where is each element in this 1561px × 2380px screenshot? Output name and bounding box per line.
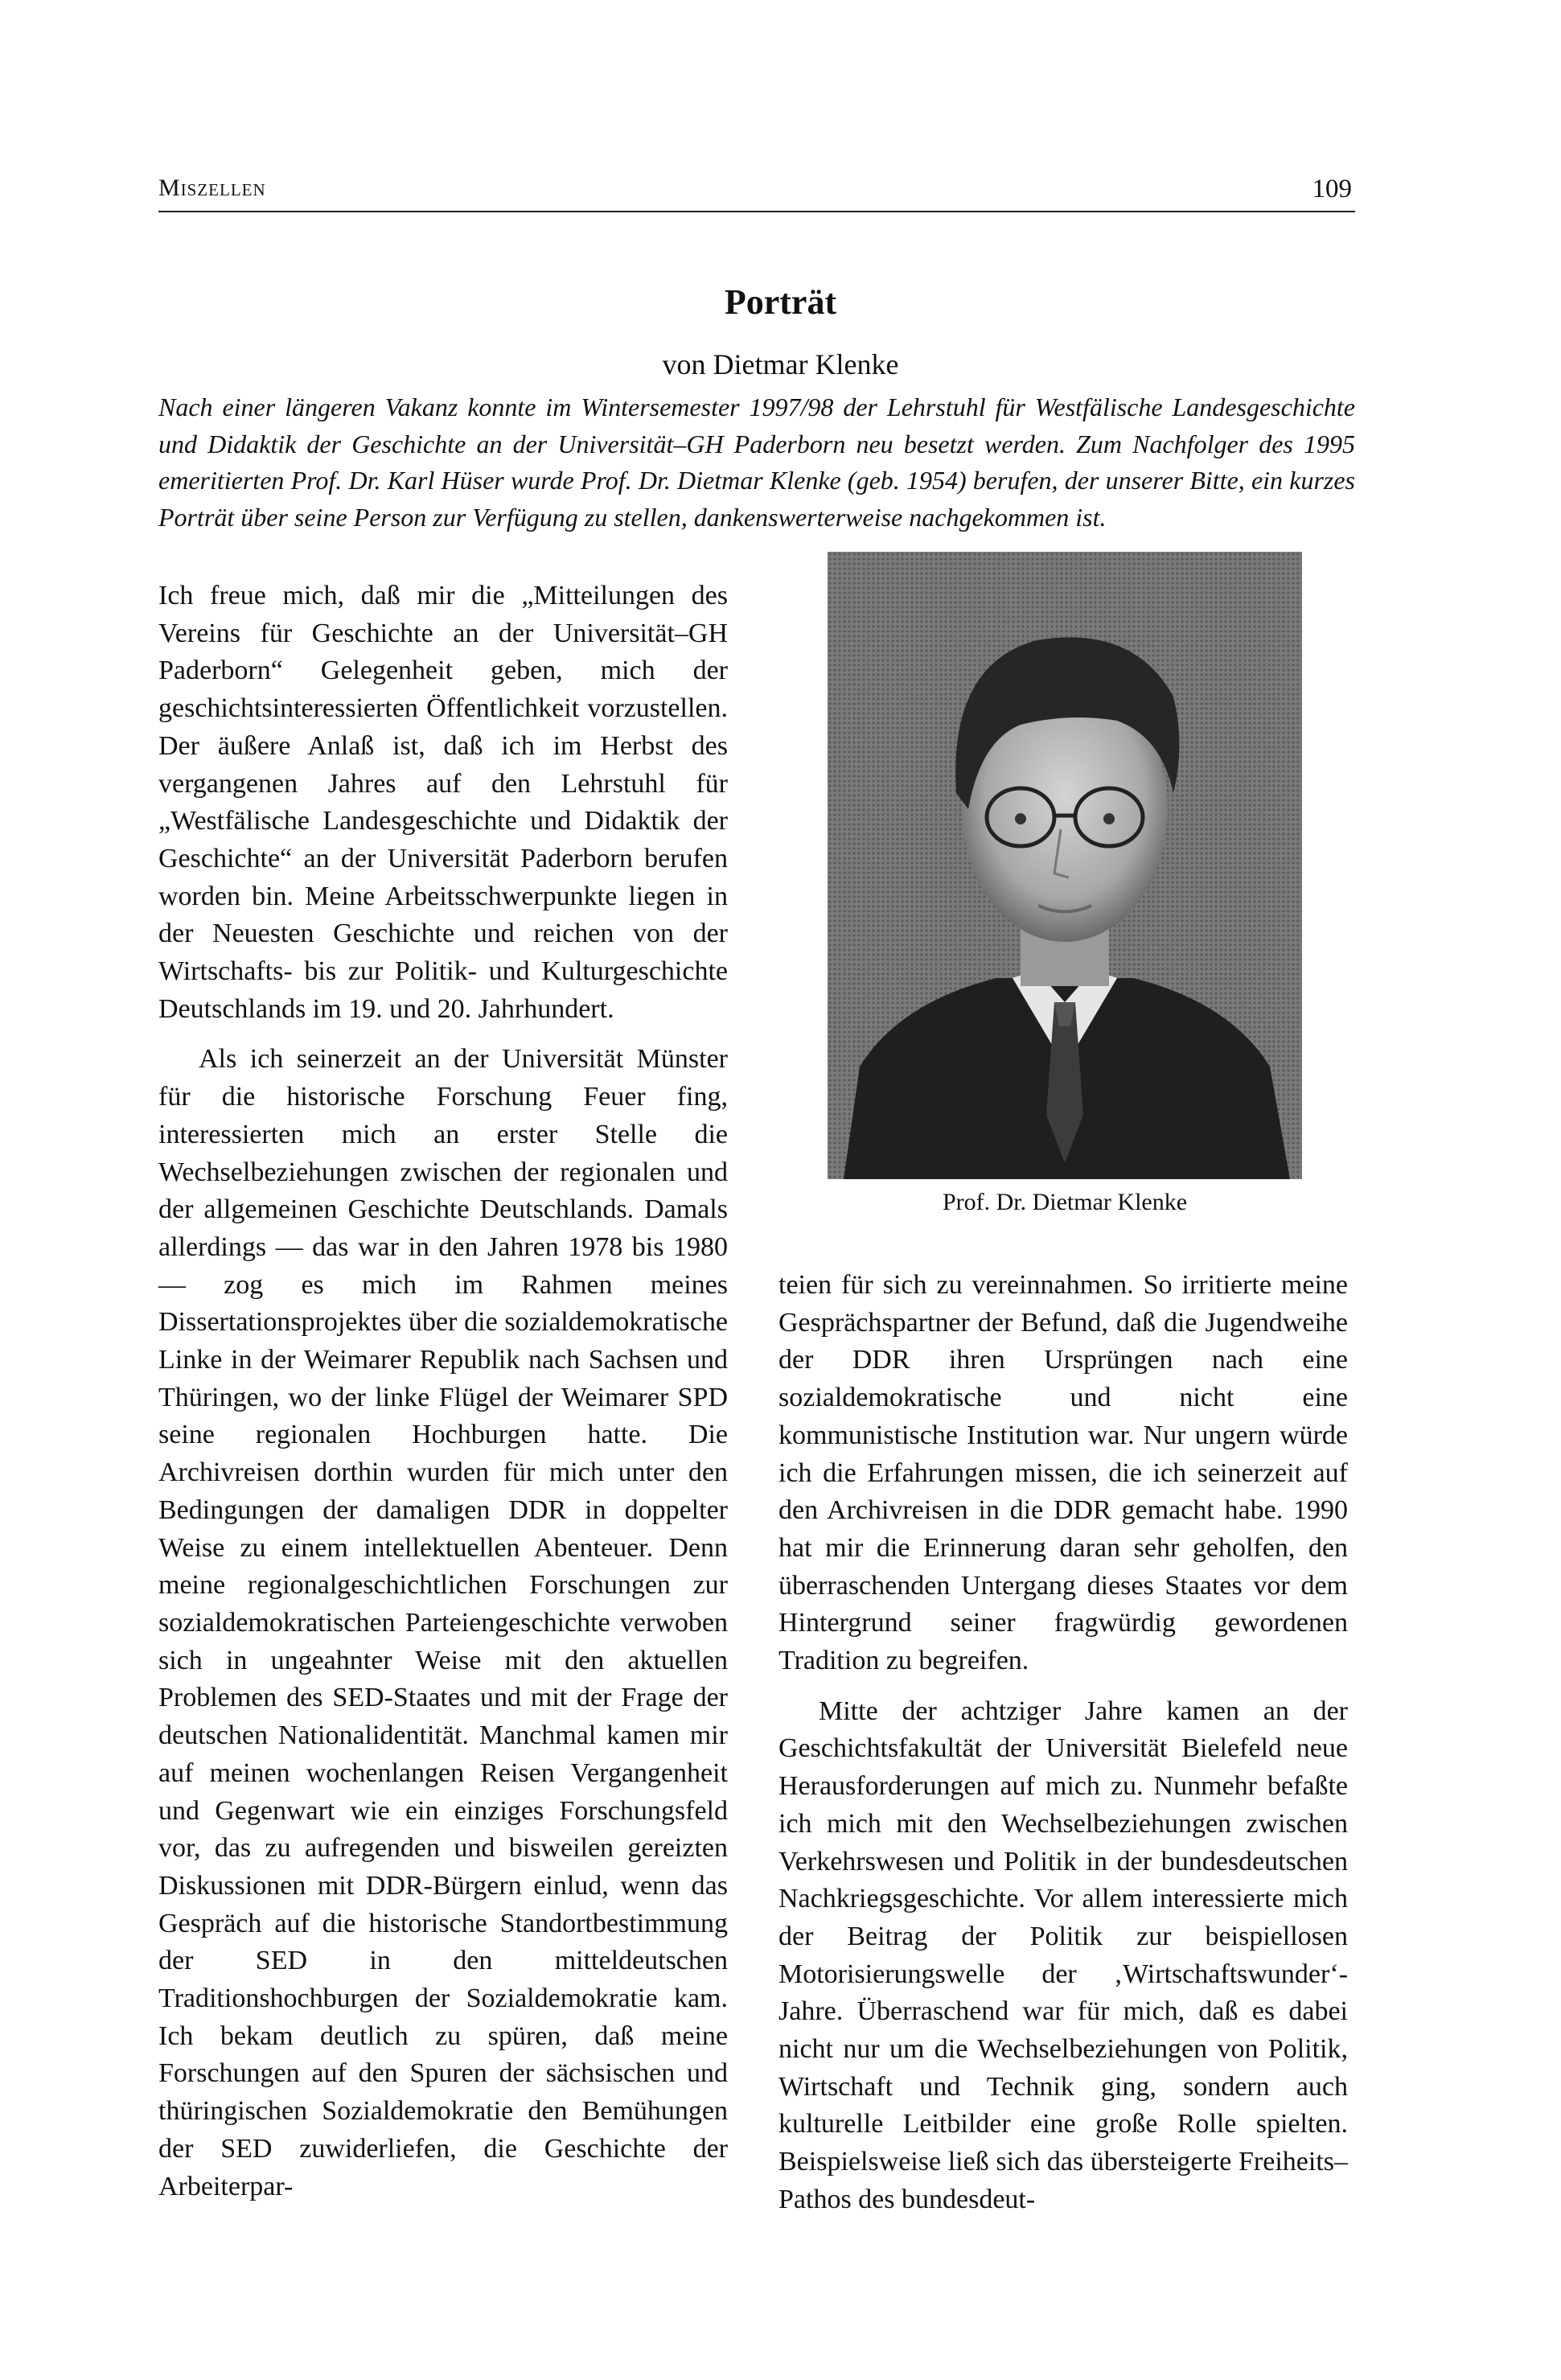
left-column [158,578,728,2205]
body-paragraph: teien für sich zu vereinnahmen. So irritierte meine Gesprächspartner der Befund, daß die Jugendweihe der DDR ihren Ursprüngen nach eine sozialdemokratische und nicht eine kommunistische Institution war. Nur ungern würde ich die Erfahrungen missen, die ich seinerzeit auf den Archivreisen in die DDR gemacht habe. 1990 hat mir die Erinnerung daran sehr geholfen, den überraschenden Untergang dieses Staates vor dem Hintergrund seiner fragwürdig gewordenen Tradition zu begreifen. [778,1270,1348,1676]
section-title: Miszellen [158,175,266,201]
body-paragraph: Als ich seinerzeit an der Universität Münster für die historische Forschung Feuer fing, interessierten mich an erster Stelle die Wechselbeziehungen zwischen der regionalen und der allgemeinen Geschichte Deutschlands. Damals allerdings — das war in den Jahren 1978 bis 1980 — zog es mich im Rahmen meines Dissertationsprojektes über die sozialdemokratische Linke in der Weimarer Republik nach Sachsen und Thüringen, wo der linke Flügel der Weimarer SPD seine regionalen Hochburgen hatte. Die Archivreisen dorthin wurden für mich unter den Bedingungen der damaligen DDR in doppelter Weise zu einem intellektuellen Abenteuer. Denn meine regionalgeschichtlichen Forschungen zur sozialdemokratischen Parteiengeschichte verwoben sich in ungeahnter Weise mit den aktuellen Problemen des SED-Staates und mit der Frage der deutschen Nationalidentität. Manchmal kamen mir auf meinen wochenlangen Reisen Vergangenheit und Gegenwart wie ein einziges Forschungsfeld vor, das zu aufregenden und bisweilen gereizten Diskussionen mit DDR-Bürgern einlud, wenn das Gespräch auf die historische Standortbestimmung der SED in den mitteldeutschen Traditionshochburgen der Sozialdemokratie kam. Ich bekam deutlich zu spüren, daß meine Forschungen auf den Spuren der sächsischen und thüringischen Sozialdemokratie den Bemühungen der SED zuwiderliefen, die Geschichte der Arbeiterpar- [158,1044,728,2201]
portrait-illustration [828,552,1302,1179]
article-intro: Nach einer längeren Vakanz konnte im Wintersemester 1997/98 der Lehrstuhl für Westfälische Landesgeschichte und Didaktik der Geschichte an der Universität–GH Paderborn neu besetzt werden. Zum Nachfolger des 1995 emeritierten Prof. Dr. Karl Hüser wurde Prof. Dr. Dietmar Klenke (geb. 1954) berufen, der unserer Bitte, ein kurzes Porträt über seine Person zur Verfügung zu stellen, dankenswerterweise nachgekommen ist. [158,393,1355,532]
article-title: Porträt [724,282,837,322]
right-column [778,1267,1348,2219]
article-byline: von Dietmar Klenke [662,348,899,380]
body-paragraph: Ich freue mich, daß mir die „Mitteilungen des Vereins für Geschichte an der Universität–GH Paderborn“ Gelegenheit geben, mich der geschichtsinteressierten Öffentlichkeit vorzustellen. Der äußere Anlaß ist, daß ich im Herbst des vergangenen Jahres auf den Lehrstuhl für „Westfälische Landesgeschichte und Didaktik der Geschichte“ an der Universität Paderborn berufen worden bin. Meine Arbeitsschwerpunkte liegen in der Neuesten Geschichte und reichen von der Wirtschafts- bis zur Politik- und Kulturgeschichte Deutschlands im 19. und 20. Jahrhundert. [158,581,728,1024]
body-paragraph: Mitte der achtziger Jahre kamen an der Geschichtsfakultät der Universität Bielefeld neue Herausforderungen auf mich zu. Nunmehr befaßte ich mich mit den Wechselbeziehungen zwischen Verkehrswesen und Politik in der bundesdeutschen Nachkriegsgeschichte. Vor allem interessierte mich der Beitrag der Politik zur beispiellosen Motorisierungswelle der ‚Wirtschaftswunder‘-Jahre. Überraschend war für mich, daß es dabei nicht nur um die Wechselbeziehungen von Politik, Wirtschaft und Technik ging, sondern auch kulturelle Leitbilder eine große Rolle spielten. Beispielsweise ließ sich das übersteigerte Freiheits–Pathos des bundesdeut- [778,1696,1348,2214]
portrait-photo [828,552,1302,1179]
header-rule [158,211,1355,212]
photo-caption: Prof. Dr. Dietmar Klenke [942,1189,1188,1215]
page-number: 109 [1312,175,1352,203]
